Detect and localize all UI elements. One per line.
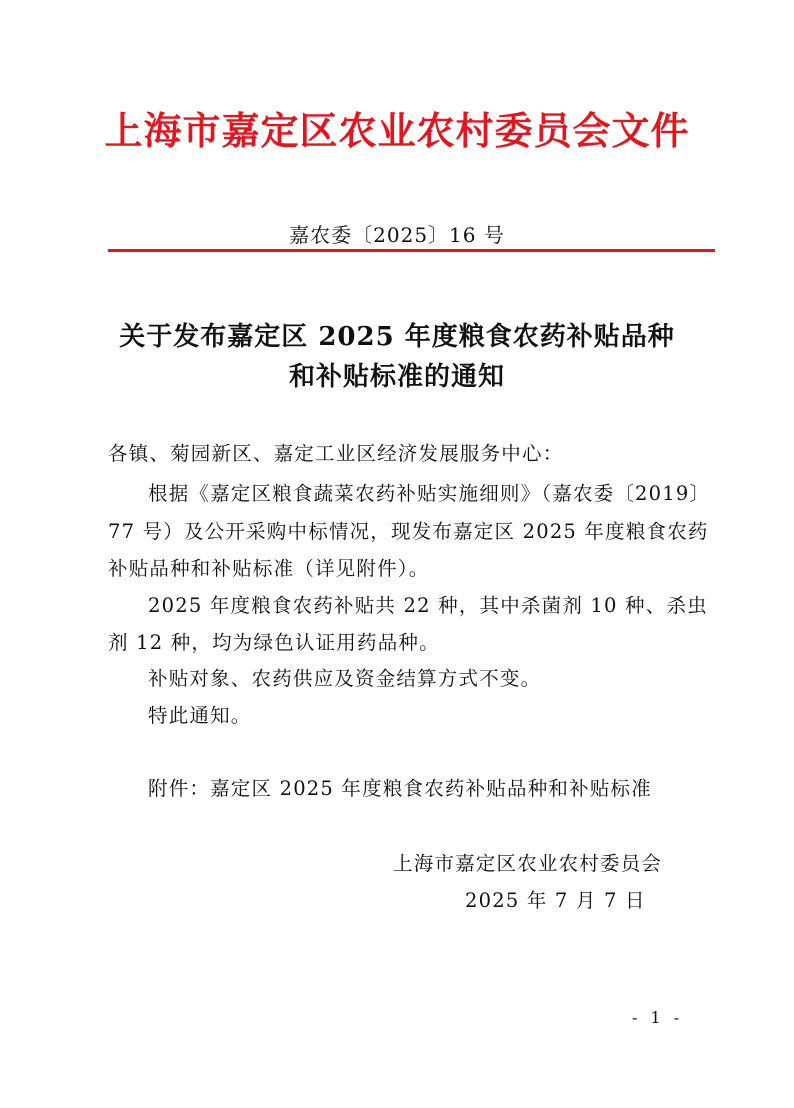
- document-masthead: 上海市嘉定区农业农村委员会文件: [104, 108, 690, 153]
- paragraph-2-line-2: 剂 12 种，均为绿色认证用药品种。: [108, 631, 440, 654]
- paragraph-1-line-3: 补贴品种和补贴标准（详见附件）。: [108, 557, 430, 580]
- document-number: 嘉农委〔2025〕16 号: [289, 223, 505, 247]
- paragraph-3: 补贴对象、农药供应及资金结算方式不变。: [148, 667, 542, 690]
- signature-organization: 上海市嘉定区农业农村委员会: [393, 852, 663, 875]
- closing-remark: 特此通知。: [148, 704, 252, 727]
- paragraph-2-line-1: 2025 年度粮食农药补贴共 22 种，其中杀菌剂 10 种、杀虫: [148, 594, 708, 617]
- red-separator-line: [108, 249, 715, 252]
- addressee: 各镇、菊园新区、嘉定工业区经济发展服务中心：: [108, 442, 564, 465]
- notice-title-line-2: 和补贴标准的通知: [288, 362, 505, 392]
- page-number: - 1 -: [632, 1008, 684, 1027]
- paragraph-1-line-1: 根据《嘉定区粮食蔬菜农药补贴实施细则》（嘉农委〔2019〕: [148, 482, 711, 505]
- signature-date: 2025 年 7 月 7 日: [465, 889, 646, 912]
- notice-title-line-1: 关于发布嘉定区 2025 年度粮食农药补贴品种: [119, 322, 675, 352]
- paragraph-1-line-2: 77 号）及公开采购中标情况，现发布嘉定区 2025 年度粮食农药: [108, 520, 709, 543]
- attachment-note: 附件：嘉定区 2025 年度粮食农药补贴品种和补贴标准: [148, 777, 652, 800]
